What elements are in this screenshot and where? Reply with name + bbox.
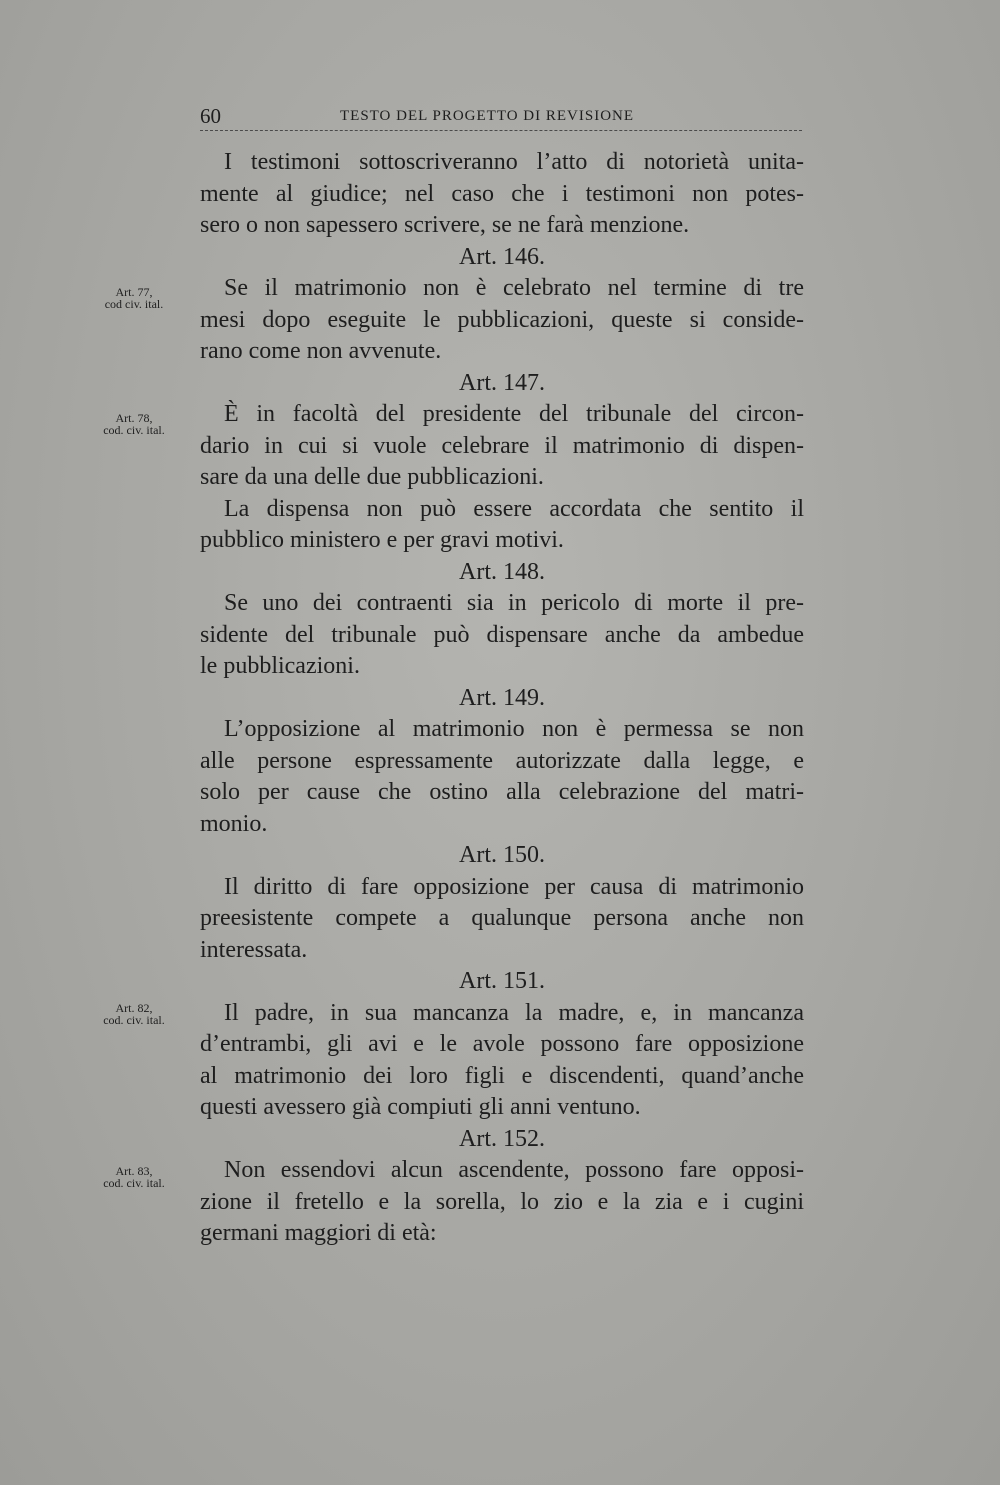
text-line: Non essendovi alcun ascendente, possono fare opposi- — [224, 1157, 804, 1183]
text-line: germani maggiori di età: — [200, 1220, 437, 1246]
text-line: Il diritto di fare opposizione per causa di matrimonio — [224, 873, 804, 900]
text-line: interessata. — [200, 936, 308, 963]
margin-note-article: Art. 82, — [115, 1001, 153, 1015]
text-line: d’entrambi, gli avi e le avole possono fare opposizione — [200, 1031, 804, 1057]
text-line: sero o non sapessero scrivere, se ne farà menzione. — [200, 212, 690, 238]
margin-note-article: Art. 77, — [115, 285, 153, 299]
margin-note-code: cod. civ. ital. — [103, 1176, 165, 1190]
text-line: alle persone espressamente autorizzate dalla legge, e — [200, 747, 804, 774]
page-number: 60 — [200, 104, 221, 128]
text-line: mesi dopo eseguite le pubblicazioni, queste si conside- — [200, 306, 804, 333]
article-heading: Art. 151. — [459, 968, 545, 994]
margin-note-art-82 — [86, 1002, 182, 1026]
article-heading: Art. 148. — [459, 558, 545, 585]
article-heading: Art. 150. — [459, 842, 545, 868]
text-line: L’opposizione al matrimonio non è permessa se non — [224, 716, 804, 742]
article-heading: Art. 147. — [459, 369, 545, 396]
text-line: La dispensa non può essere accordata che sentito il — [224, 495, 804, 522]
article-heading: Art. 149. — [459, 684, 545, 711]
text-line: Se il matrimonio non è celebrato nel termine di tre — [224, 275, 804, 301]
margin-note-art-78 — [86, 412, 182, 436]
body-text — [200, 147, 804, 1250]
text-line: sare da una delle due pubblicazioni. — [200, 464, 544, 490]
text-line: preesistente compete a qualunque persona anche non — [200, 905, 804, 931]
margin-note-code: cod civ. ital. — [104, 297, 164, 311]
text-line: monio. — [200, 810, 268, 837]
text-line: dario in cui si vuole celebrare il matrimonio di dispen- — [200, 432, 804, 459]
text-line: I testimoni sottoscriveranno l’atto di notorietà unita- — [224, 149, 804, 175]
margin-note-article: Art. 78, — [115, 411, 153, 425]
page-header — [200, 100, 802, 131]
text-line: sidente del tribunale può dispensare anche da ambedue — [200, 621, 804, 648]
text-line: Il padre, in sua mancanza la madre, e, in mancanza — [224, 999, 804, 1026]
text-line: al matrimonio dei loro figli e discendenti, quand’anche — [200, 1062, 804, 1089]
text-line: zione il fretello e la sorella, lo zio e la zia e i cugini — [200, 1188, 804, 1215]
margin-note-article: Art. 83, — [115, 1164, 153, 1178]
running-title: TESTO DEL PROGETTO DI REVISIONE — [340, 108, 635, 124]
article-heading: Art. 152. — [459, 1125, 545, 1152]
text-line: solo per cause che ostino alla celebrazione del matri- — [200, 779, 804, 805]
margin-note-art-83 — [86, 1165, 182, 1189]
text-line: mente al giudice; nel caso che i testimoni non potes- — [200, 180, 804, 207]
text-line: le pubblicazioni. — [200, 653, 360, 679]
text-line: pubblico ministero e per gravi motivi. — [200, 527, 564, 553]
text-line: Se uno dei contraenti sia in pericolo di morte il pre- — [224, 590, 804, 616]
margin-note-code: cod. civ. ital. — [103, 1013, 165, 1027]
text-line: È in facoltà del presidente del tribunale del circon- — [224, 401, 804, 427]
article-heading: Art. 146. — [459, 243, 545, 270]
margin-note-art-77 — [86, 286, 182, 310]
text-line: rano come non avvenute. — [200, 338, 442, 364]
text-line: questi avessero già compiuti gli anni ventuno. — [200, 1094, 641, 1120]
margin-note-code: cod. civ. ital. — [103, 423, 165, 437]
